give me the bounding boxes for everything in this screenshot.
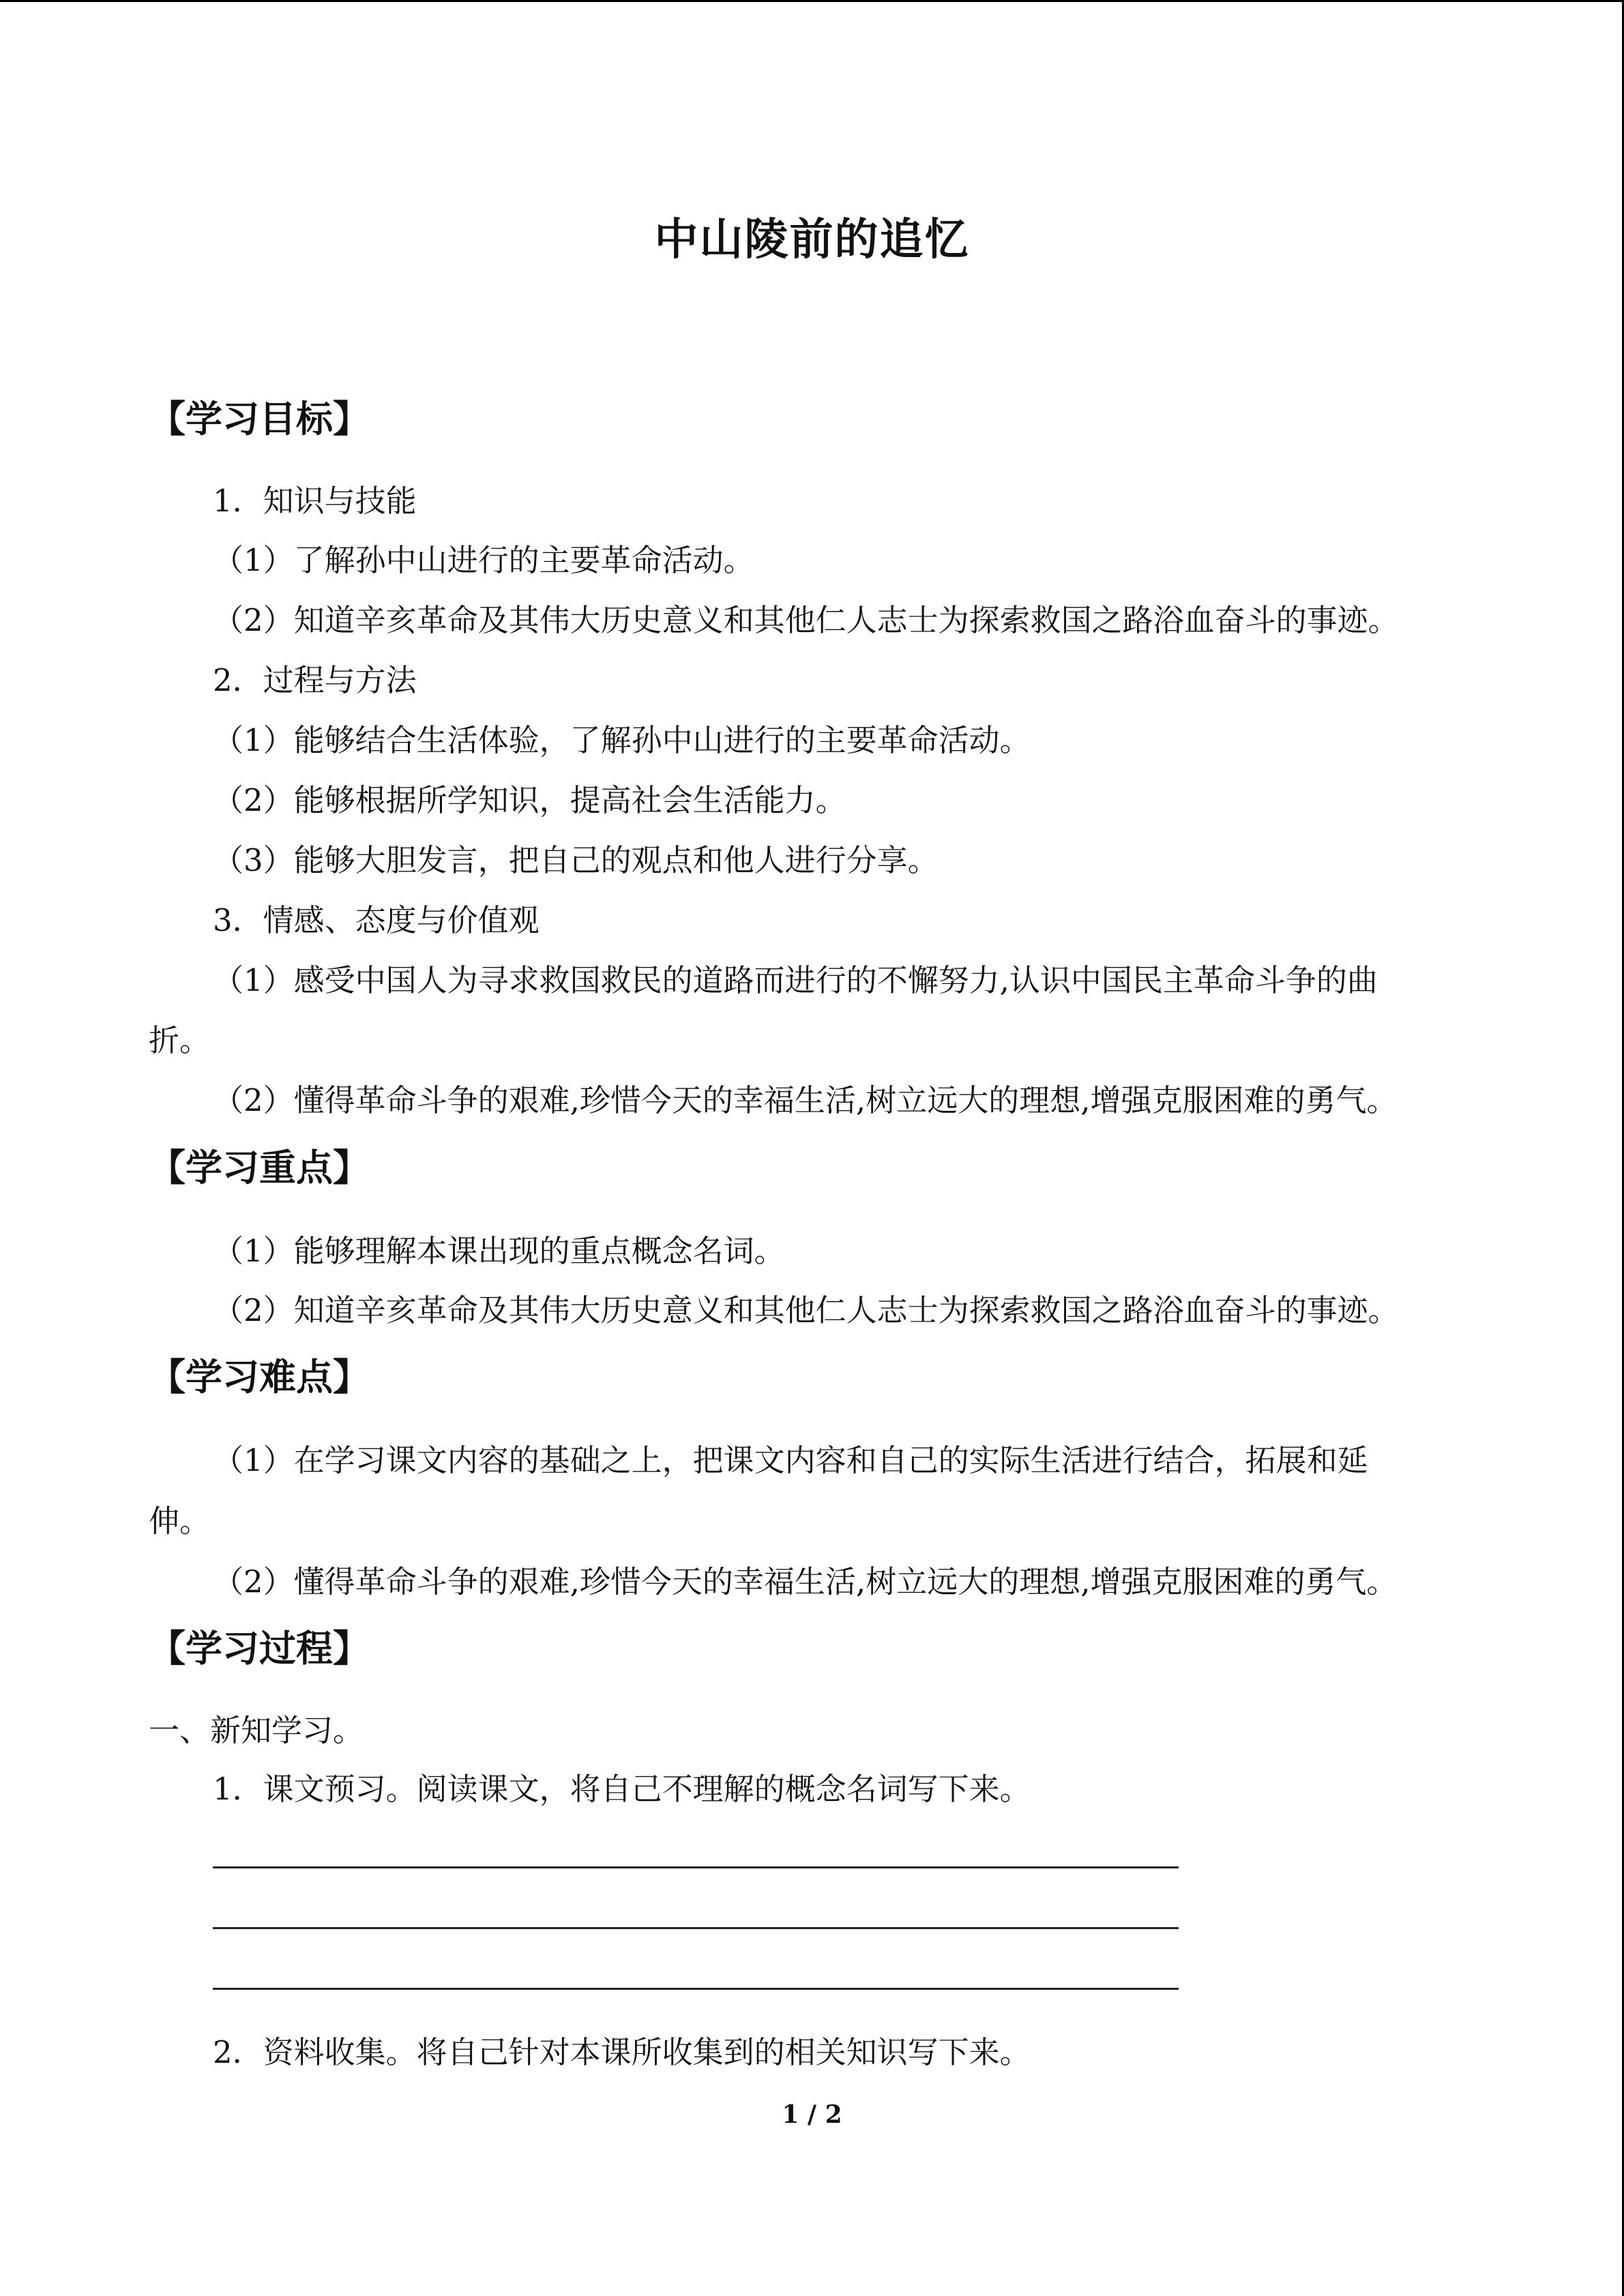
goal-emotion-item-1: （1）感受中国人为寻求救国救民的道路而进行的不懈努力,认识中国民主革命斗争的曲 [213,962,1378,998]
difficulty-item-1-cont: 伸。 [149,1503,211,1539]
section-heading-difficulty: 【学习难点】 [149,1356,370,1399]
goal-emotion-item-1-cont: 折。 [149,1022,211,1058]
difficulty-item-1: （1）在学习课文内容的基础之上，把课文内容和自己的实际生活进行结合，拓展和延 [213,1442,1368,1478]
process-item-preview: 1．课文预习。阅读课文，将自己不理解的概念名词写下来。 [213,1771,1031,1807]
goal-process-item-1: （1）能够结合生活体验，了解孙中山进行的主要革命活动。 [213,722,1031,758]
page-border-top [0,0,1624,2]
goal-knowledge-item-1: （1）了解孙中山进行的主要革命活动。 [213,542,754,578]
answer-line-2[interactable] [213,1927,1179,1929]
goal-knowledge-item-2: （2）知道辛亥革命及其伟大历史意义和其他仁人志士为探索救国之路浴血奋斗的事迹。 [213,602,1399,638]
section-heading-focus: 【学习重点】 [149,1146,370,1189]
answer-line-3[interactable] [213,1988,1179,1990]
answer-line-1[interactable] [213,1866,1179,1868]
section-heading-goals: 【学习目标】 [149,398,370,441]
goal-process-item-3: （3）能够大胆发言，把自己的观点和他人进行分享。 [213,842,939,878]
goal-emotion-heading: 3．情感、态度与价值观 [213,902,540,938]
process-part-1: 一、新知学习。 [149,1712,364,1748]
goal-process-item-2: （2）能够根据所学知识，提高社会生活能力。 [213,782,846,818]
focus-item-1: （1）能够理解本课出现的重点概念名词。 [213,1233,785,1269]
process-item-materials: 2．资料收集。将自己针对本课所收集到的相关知识写下来。 [213,2034,1031,2070]
focus-item-2: （2）知道辛亥革命及其伟大历史意义和其他仁人志士为探索救国之路浴血奋斗的事迹。 [213,1292,1399,1328]
goal-knowledge-heading: 1．知识与技能 [213,483,417,519]
page-number: 1 / 2 [782,2100,842,2129]
goal-process-heading: 2．过程与方法 [213,662,417,698]
section-heading-process: 【学习过程】 [149,1627,370,1670]
difficulty-item-2: （2）懂得革命斗争的艰难,珍惜今天的幸福生活,树立远大的理想,增强克服困难的勇气。 [213,1564,1398,1600]
goal-emotion-item-2: （2）懂得革命斗争的艰难,珍惜今天的幸福生活,树立远大的理想,增强克服困难的勇气。 [213,1082,1398,1118]
page-title: 中山陵前的追忆 [654,215,970,265]
